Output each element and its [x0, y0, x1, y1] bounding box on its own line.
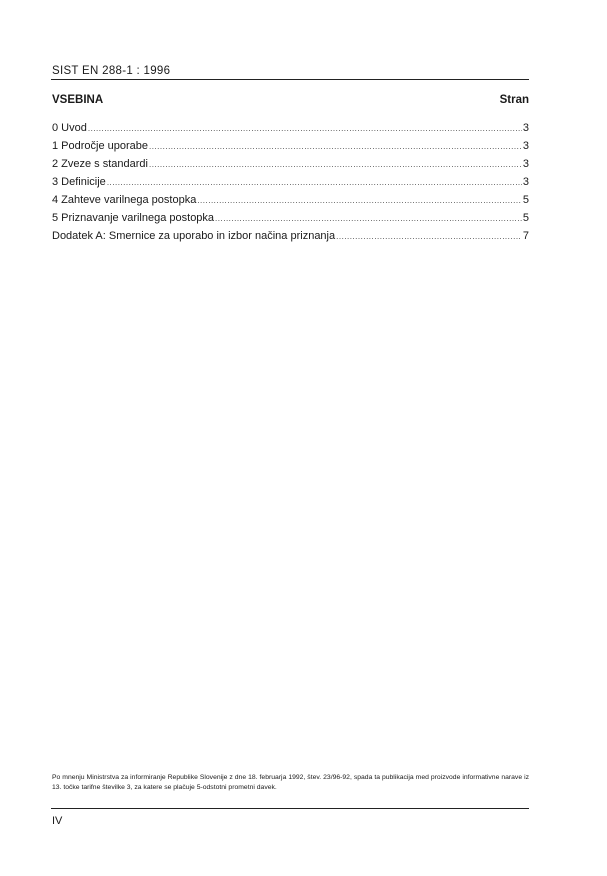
toc-entry-definicije[interactable] — [52, 176, 529, 194]
toc-entry-page: 3 — [522, 176, 529, 188]
toc-entry-uvod[interactable] — [52, 122, 529, 140]
header-divider — [51, 79, 529, 80]
footer-divider — [51, 808, 529, 809]
toc-entry-page: 5 — [522, 194, 529, 206]
toc-entry-zveze-s-standardi[interactable] — [52, 158, 529, 176]
toc-leader-dots — [107, 179, 522, 187]
toc-entry-title: 1 Področje uporabe — [52, 140, 149, 152]
toc-entry-title: 2 Zveze s standardi — [52, 158, 148, 170]
toc-leader-dots — [215, 215, 522, 223]
document-id: SIST EN 288-1 : 1996 — [52, 65, 171, 77]
toc-entry-page: 7 — [522, 230, 529, 242]
toc-leader-dots — [336, 233, 522, 241]
toc-entry-title: Dodatek A: Smernice za uporabo in izbor načina priznanja — [52, 230, 336, 242]
toc-entry-title: 4 Zahteve varilnega postopka — [52, 194, 197, 206]
page-number: IV — [52, 815, 63, 827]
toc-leader-dots — [197, 197, 522, 205]
toc-title: VSEBINA — [52, 94, 104, 106]
toc-entry-page: 3 — [522, 158, 529, 170]
toc-entry-dodatek-a[interactable] — [52, 230, 529, 248]
toc-leader-dots — [149, 143, 522, 151]
toc-heading-row — [52, 94, 529, 106]
toc-entry-priznavanje-varilnega-postopka[interactable] — [52, 212, 529, 230]
toc-entry-title: 0 Uvod — [52, 122, 87, 134]
toc-list — [52, 122, 529, 248]
toc-entry-title: 5 Priznavanje varilnega postopka — [52, 212, 215, 224]
toc-entry-page: 3 — [522, 140, 529, 152]
toc-page-column-heading: Stran — [499, 94, 529, 106]
toc-entry-podrocje-uporabe[interactable] — [52, 140, 529, 158]
toc-entry-title: 3 Definicije — [52, 176, 106, 188]
toc-leader-dots — [88, 125, 522, 133]
toc-entry-page: 3 — [522, 122, 529, 134]
tax-footnote: Po mnenju Ministrstva za informiranje Republike Slovenije z dne 18. februarja 1992, štev. 23/96-92, spada ta publikacija med proizvode informativne narave iz 13. točke tarifne številke 3, za katere se plačuje 5-odstotni prometni davek. — [52, 774, 529, 791]
toc-entry-zahteve-varilnega-postopka[interactable] — [52, 194, 529, 212]
toc-leader-dots — [149, 161, 522, 169]
toc-entry-page: 5 — [522, 212, 529, 224]
